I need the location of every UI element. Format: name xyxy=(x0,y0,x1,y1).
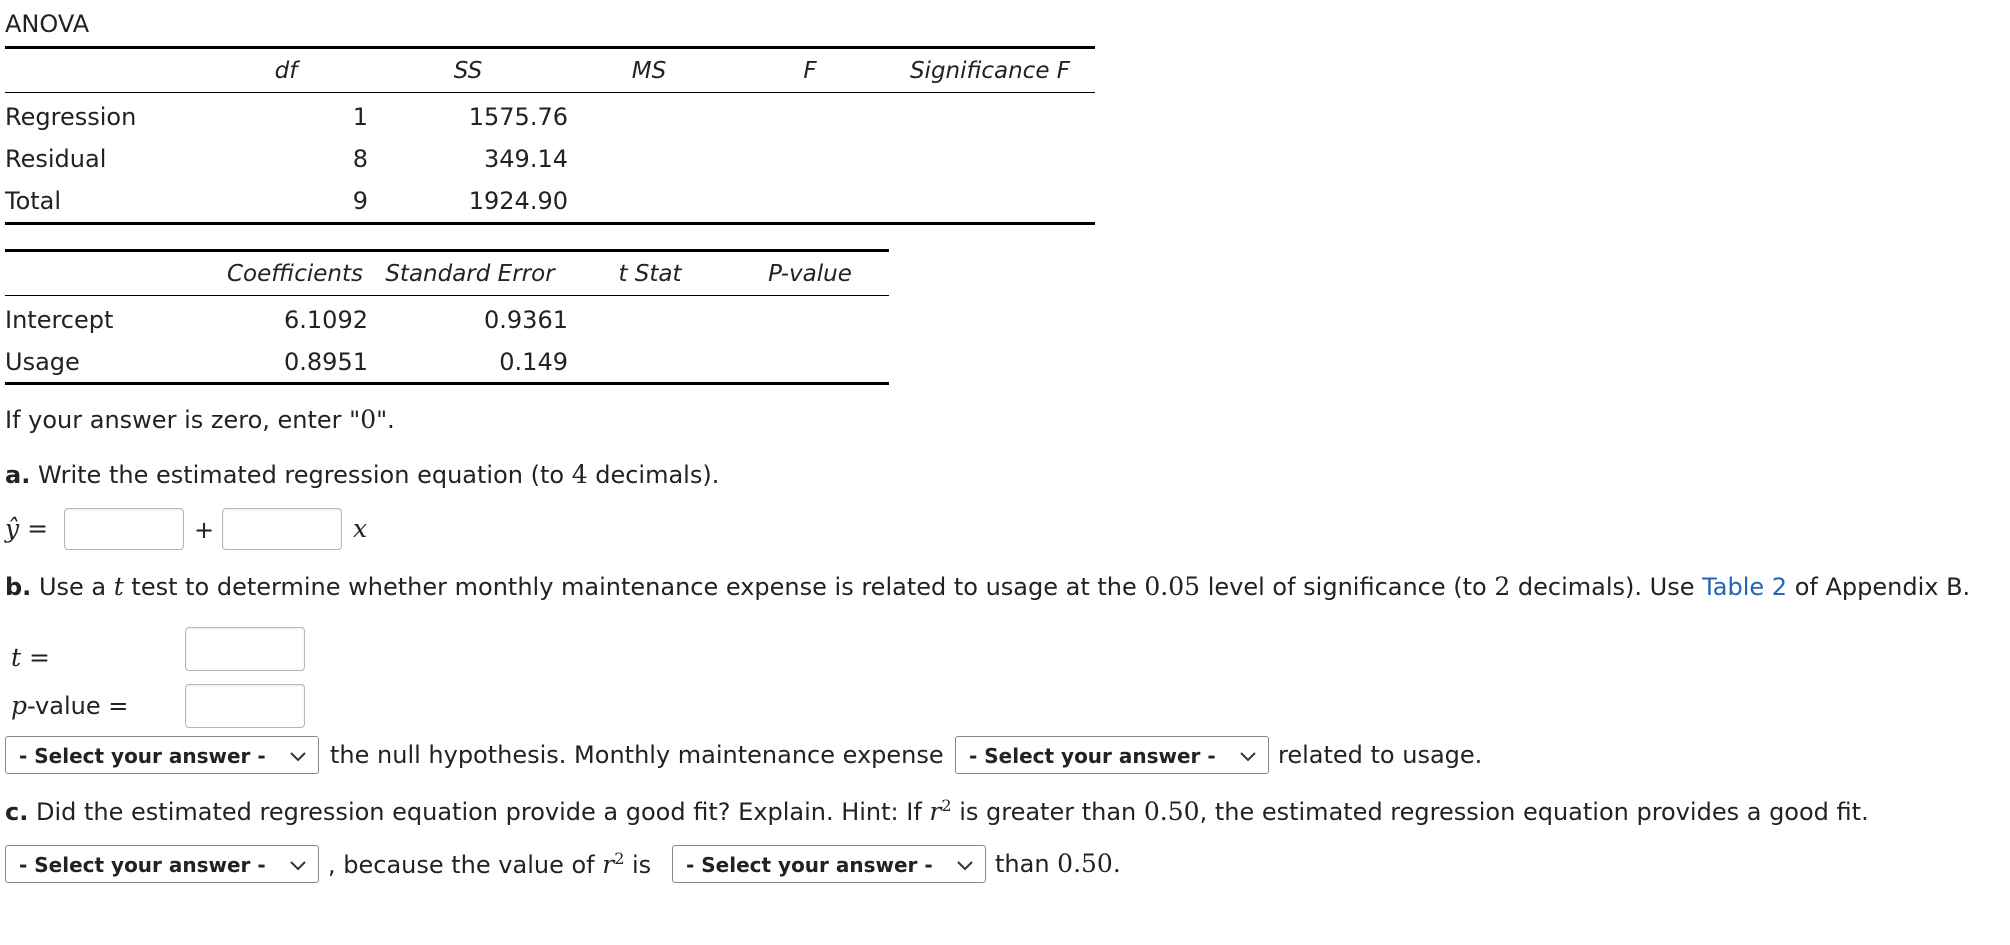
coefficient-value: 0.8951 xyxy=(284,348,368,376)
table-rule xyxy=(5,222,1095,225)
relationship-select[interactable]: - Select your answer - xyxy=(955,736,1269,774)
comparison-select[interactable]: - Select your answer - xyxy=(672,845,986,883)
part-a-prompt: a. Write the estimated regression equation (to 4 decimals). xyxy=(5,460,720,489)
part-c-prompt: c. Did the estimated regression equation provide a good fit? Explain. Hint: If $r^2$ is greater than 0.50, the estimated regression equation provides a good fit. xyxy=(5,796,1869,826)
row-label: Regression xyxy=(5,103,137,131)
intercept-input[interactable] xyxy=(64,508,184,550)
chevron-down-icon xyxy=(1238,746,1258,766)
col-header-ms: MS xyxy=(631,58,667,84)
table-rule xyxy=(5,382,889,385)
yhat-label: ŷ = xyxy=(5,514,49,543)
p-value-input[interactable] xyxy=(185,684,305,728)
standard-error-value: 0.9361 xyxy=(484,306,568,334)
header-rule xyxy=(5,92,1095,93)
col-header-t-stat: t Stat xyxy=(618,261,682,287)
table-2-link[interactable]: Table 2 xyxy=(1702,573,1788,601)
null-hypothesis-text: the null hypothesis. Monthly maintenance expense xyxy=(330,741,944,769)
df-value: 9 xyxy=(352,187,368,215)
row-label: Residual xyxy=(5,145,107,173)
df-value: 1 xyxy=(352,103,368,131)
col-header-coefficients: Coefficients xyxy=(226,261,364,287)
df-value: 8 xyxy=(352,145,368,173)
because-text: , because the value of $r^2$ is xyxy=(328,849,652,879)
ss-value: 1575.76 xyxy=(468,103,568,131)
table-rule xyxy=(5,249,889,252)
coefficient-value: 6.1092 xyxy=(284,306,368,334)
p-value-label: p-value = xyxy=(11,691,129,720)
slope-input[interactable] xyxy=(222,508,342,550)
t-label: t = xyxy=(11,643,50,672)
row-label: Intercept xyxy=(5,306,114,334)
related-to-usage-text: related to usage. xyxy=(1278,741,1483,769)
t-stat-input[interactable] xyxy=(185,627,305,671)
col-header-standard-error: Standard Error xyxy=(385,261,555,287)
col-header-f: F xyxy=(803,58,817,84)
reject-decision-select[interactable]: - Select your answer - xyxy=(5,736,319,774)
x-variable: x xyxy=(353,514,368,543)
col-header-significance-f: Significance F xyxy=(909,58,1071,84)
chevron-down-icon xyxy=(288,746,308,766)
table-rule xyxy=(5,46,1095,49)
row-label: Total xyxy=(5,187,62,215)
row-label: Usage xyxy=(5,348,80,376)
col-header-p-value: P-value xyxy=(768,261,852,287)
chevron-down-icon xyxy=(955,855,975,875)
ss-value: 1924.90 xyxy=(468,187,568,215)
ss-value: 349.14 xyxy=(484,145,568,173)
standard-error-value: 0.149 xyxy=(499,348,568,376)
part-b-prompt: b. Use a t test to determine whether monthly maintenance expense is related to usage at the 0.05 level of significance (to 2 decimals). Use Table 2 of Appendix B. xyxy=(5,572,1971,601)
chevron-down-icon xyxy=(288,855,308,875)
than-text: than 0.50. xyxy=(995,849,1121,878)
zero-instruction: If your answer is zero, enter "0". xyxy=(5,405,395,434)
col-header-df: df xyxy=(274,58,298,84)
good-fit-select[interactable]: - Select your answer - xyxy=(5,845,319,883)
col-header-ss: SS xyxy=(453,58,483,84)
header-rule xyxy=(5,295,889,296)
plus-sign: + xyxy=(194,516,215,544)
anova-title: ANOVA xyxy=(5,10,90,38)
